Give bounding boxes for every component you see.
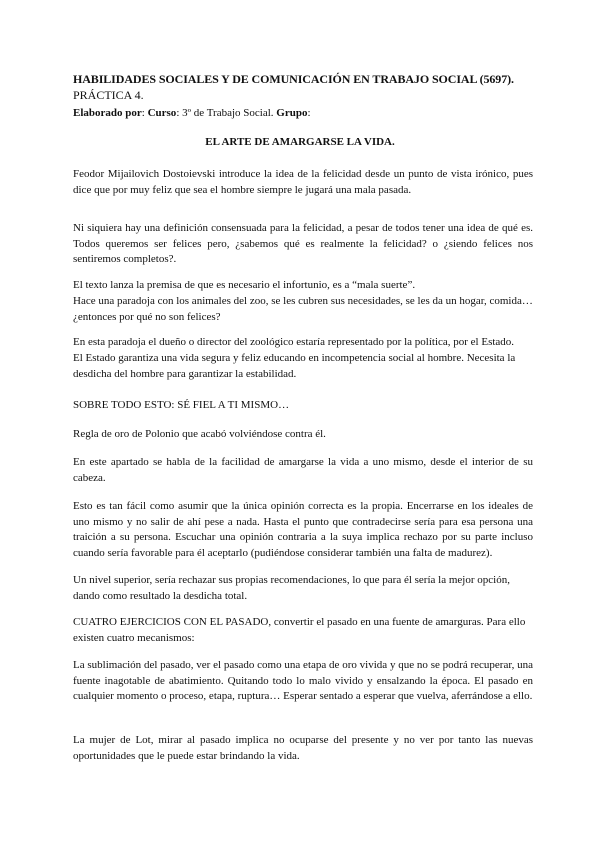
paragraph: Hace una paradoja con los animales del zoo, se les cubren sus necesidades, se les da un hogar, comida… ¿entonces por qué no son felices?	[73, 295, 533, 323]
section-heading: EL ARTE DE AMARGARSE LA VIDA.	[205, 136, 395, 148]
paragraph: La sublimación del pasado, ver el pasado como una etapa de oro vivida y que no se podrá recuperar, una fuente inagotable de abatimiento. Quitando todo lo malo vivido y ensalzando la época. El pasado en cualquier momento o proceso, etapa, ruptura… Esperar sentado a esperar que vuelva, aferrándose a ello.	[73, 659, 533, 702]
paragraph: Feodor Mijailovich Dostoievski introduce la idea de la felicidad desde un punto de vista irónico, pues dice que por muy feliz que sea el hombre siempre le jugará una mala pasada.	[73, 168, 533, 196]
grupo-label: Grupo	[276, 107, 308, 119]
practice-label: PRÁCTICA 4.	[73, 88, 144, 102]
elaborado-separator: :	[141, 107, 145, 119]
curso-value: : 3º de Trabajo Social.	[176, 107, 274, 119]
document-title: HABILIDADES SOCIALES Y DE COMUNICACIÓN EN TRABAJO SOCIAL (5697).	[73, 72, 514, 86]
curso-label: Curso	[147, 107, 177, 119]
author-line	[73, 107, 311, 119]
elaborado-label: Elaborado por	[73, 107, 142, 119]
paragraph: La mujer de Lot, mirar al pasado implica no ocuparse del presente y no ver por tanto las nuevas oportunidades que le puede estar brindando la vida.	[73, 734, 533, 762]
paragraph: El Estado garantiza una vida segura y feliz educando en incompetencia social al hombre. Necesita la desdicha del hombre para garantizar la estabilidad.	[73, 352, 516, 380]
paragraph: En esta paradoja el dueño o director del zoológico estaría representado por la política, por el Estado.	[73, 336, 515, 348]
paragraph: Regla de oro de Polonio que acabó volviéndose contra él.	[73, 428, 326, 440]
grupo-separator: :	[307, 107, 311, 119]
subheading: SOBRE TODO ESTO: SÉ FIEL A TI MISMO…	[73, 399, 290, 411]
paragraph: CUATRO EJERCICIOS CON EL PASADO, convertir el pasado en una fuente de amarguras. Para ello existen cuatro mecanismos:	[73, 616, 526, 644]
paragraph: Esto es tan fácil como asumir que la única opinión correcta es la propia. Encerrarse en los ideales de uno mismo y no salir de ahí pese a nada. Hasta el punto que contradecirse sería para esa persona una traición a su persona. Escuchar una opinión contraria a la suya implica rechazo por su parte incluso cuando sería favorable para él aceptarlo (pudiéndose considerar también una falta de madurez).	[73, 500, 533, 559]
paragraph: Ni siquiera hay una definición consensuada para la felicidad, a pesar de todos tener una idea de qué es. Todos queremos ser felices pero, ¿sabemos qué es realmente la felicidad? o ¿siendo felices nos sentiremos completos?.	[73, 222, 533, 265]
paragraph: El texto lanza la premisa de que es necesario el infortunio, es a “mala suerte”.	[73, 279, 416, 291]
paragraph: En este apartado se habla de la facilidad de amargarse la vida a uno mismo, desde el interior de su cabeza.	[73, 456, 533, 484]
paragraph: Un nivel superior, sería rechazar sus propias recomendaciones, lo que para él sería la mejor opción, dando como resultado la desdicha total.	[73, 574, 510, 602]
